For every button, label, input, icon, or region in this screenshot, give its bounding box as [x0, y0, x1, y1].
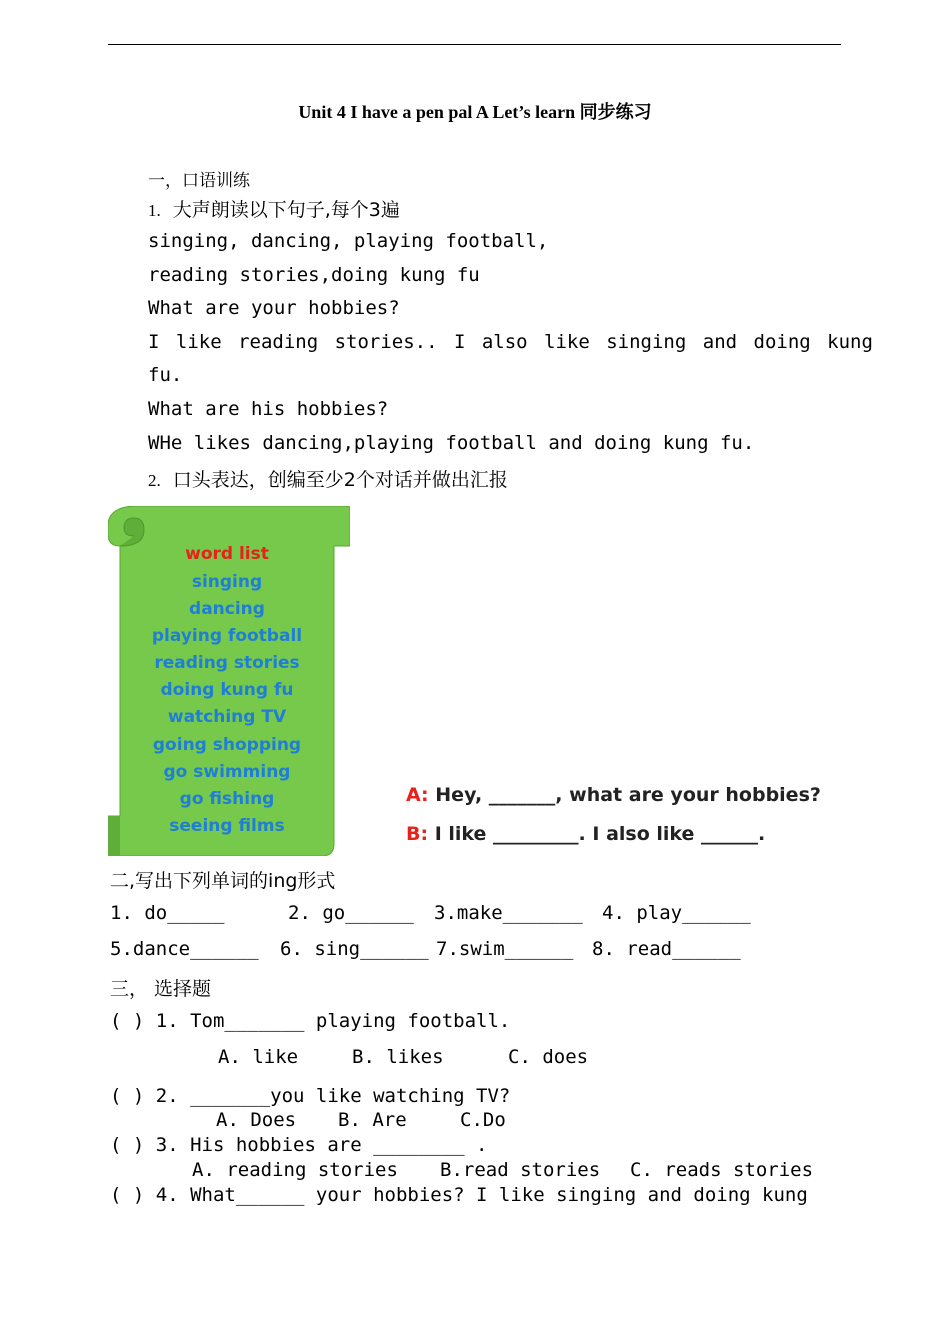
header-rule	[108, 44, 841, 45]
section1-question1	[148, 195, 400, 222]
word-list-item: seeing films	[169, 816, 285, 836]
option-b: B.read stories	[440, 1159, 601, 1181]
section3-heading: 三， 选择题	[110, 978, 212, 1000]
dialogue-text: Hey, _______, what are your hobbies?	[435, 784, 821, 806]
practice-line: singing, dancing, playing football,	[148, 230, 549, 252]
choice-question-4: ( ) 4. What______ your hobbies? I like singing and doing kung	[110, 1184, 808, 1206]
practice-line: WHe likes dancing,playing football and doing kung fu.	[148, 432, 755, 454]
word-list-item: go swimming	[163, 762, 291, 782]
section1-question2	[148, 465, 508, 492]
option-a: A. like	[218, 1046, 299, 1068]
choice-question-3: ( ) 3. His hobbies are ________ .	[110, 1134, 488, 1156]
ing-item: 2. go______	[288, 902, 414, 924]
word-list-item: reading stories	[154, 653, 300, 673]
speaker-b: B:	[406, 823, 429, 845]
question-number: 1.	[148, 201, 161, 220]
dialogue-line-a	[406, 784, 821, 806]
question-number: 2.	[148, 471, 161, 490]
practice-line: fu.	[148, 364, 183, 386]
section2-heading: 二,写出下列单词的ing形式	[110, 870, 336, 892]
ing-item: 7.swim______	[436, 938, 574, 960]
practice-line: I like reading stories.. I also like singing and doing kung	[148, 331, 873, 353]
question-text: 口头表达，创编至少2个对话并做出汇报	[172, 469, 508, 491]
practice-line: What are your hobbies?	[148, 297, 400, 319]
practice-line: What are his hobbies?	[148, 398, 389, 420]
dialogue-text: I like _________. I also like ______.	[434, 823, 766, 845]
word-list-item: dancing	[189, 599, 265, 619]
word-list-item: going shopping	[152, 735, 302, 755]
option-c: C.Do	[460, 1109, 506, 1131]
word-list-item: go fishing	[179, 789, 275, 809]
option-b: B. Are	[338, 1109, 407, 1131]
option-b: B. likes	[352, 1046, 444, 1068]
word-list-title: word list	[185, 544, 269, 564]
word-list-item: playing football	[151, 626, 303, 646]
section1-heading: 一，口语训练	[148, 171, 250, 191]
option-c: C. does	[508, 1046, 589, 1068]
dialogue-line-b	[406, 823, 765, 845]
option-a: A. reading stories	[192, 1159, 398, 1181]
choice-question-2: ( ) 2. _______you like watching TV?	[110, 1085, 511, 1107]
ing-item: 8. read______	[592, 938, 741, 960]
practice-line: reading stories,doing kung fu	[148, 264, 480, 286]
option-c: C. reads stories	[630, 1159, 814, 1181]
word-list-item: watching TV	[167, 707, 287, 727]
ing-item: 5.dance______	[110, 938, 259, 960]
ing-item: 4. play______	[602, 902, 751, 924]
word-list-item: doing kung fu	[160, 680, 294, 700]
word-list-item: singing	[191, 572, 263, 592]
ing-item: 1. do_____	[110, 902, 225, 924]
ing-item: 6. sing______	[280, 938, 429, 960]
ing-item: 3.make_______	[434, 902, 583, 924]
choice-question-1: ( ) 1. Tom_______ playing football.	[110, 1010, 511, 1032]
question-text: 大声朗读以下句子,每个3遍	[172, 199, 400, 221]
option-a: A. Does	[216, 1109, 297, 1131]
page-title: Unit 4 I have a pen pal A Let’s learn 同步练习	[298, 102, 652, 122]
speaker-a: A:	[406, 784, 429, 806]
